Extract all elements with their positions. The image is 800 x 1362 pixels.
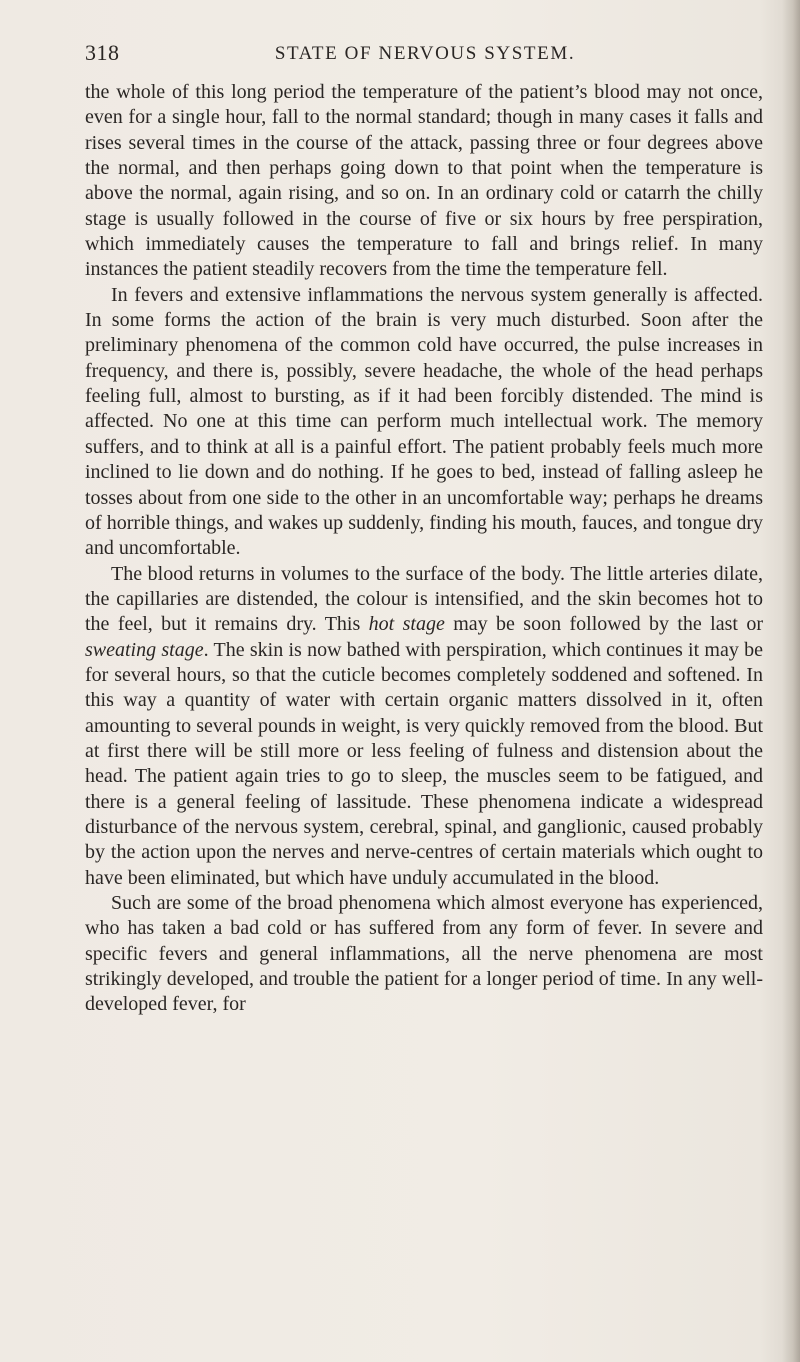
text-segment: may be soon followed by the last or: [444, 613, 763, 636]
body-text: [85, 80, 763, 1018]
page-edge-shadow: [782, 0, 800, 1362]
paragraph-continuation: [85, 80, 763, 283]
text-segment: In fevers and extensive inflammations the nervous system generally is affected. In some forms the action of the brain is very much disturbed. Soon after the preliminary phenomena of the common cold have occurred, the pulse increases in frequency, and there is, possibly, severe headache, the whole of the head perhaps feeling full, almost to bursting, as if it had been forcibly distended. The mind is affected. No one at this time can perform much intellectual work. The memory suffers, and to think at all is a painful effort. The patient probably feels much more inclined to lie down and do nothing. If he goes to bed, instead of falling asleep he tosses about from one side to the other in an uncomfortable way; perhaps he dreams of horrible things, and wakes up suddenly, finding his mouth, fauces, and tongue dry and uncomfortable.: [85, 283, 763, 560]
paragraph-broad-phenomena: [85, 891, 763, 1018]
text-segment: the whole of this long period the temperature of the patient’s blood may not once, even for a single hour, fall to the normal standard; though in many cases it falls and rises several times in the course of the attack, passing three or four degrees above the normal, and then perhaps going down to that point when the temperature is above the normal, again rising, and so on. In an ordinary cold or catarrh the chilly stage is usually followed in the course of five or six hours by free perspiration, which immediately causes the temperature to fall and brings relief. In many instances the patient steadily recovers from the time the temperature fell.: [85, 81, 763, 281]
paragraph-blood-returns: [85, 562, 763, 891]
page-header: [85, 40, 765, 76]
running-head: STATE OF NERVOUS SYSTEM.: [274, 43, 576, 64]
paragraph-fevers: [85, 283, 763, 562]
italic-term-sweating-stage: sweating stage: [85, 638, 204, 661]
text-segment: . The skin is now bathed with perspiration, which continues it may be for several hours, so that the cuticle becomes completely soddened and softened. In this way a quantity of water with certain organic matters dissolved in it, often amounting to several pounds in weight, is very quickly removed from the blood. But at first there will be still more or less feeling of fulness and distension about the head. The patient again tries to go to sleep, the muscles seem to be fatigued, and there is a general feeling of lassitude. These phenomena indicate a widespread disturbance of the nervous system, cerebral, spinal, and ganglionic, caused probably by the action upon the nerves and nerve-centres of certain materials which ought to have been eliminated, but which have unduly accumulated in the blood.: [85, 638, 763, 889]
page-number: 318: [85, 40, 120, 65]
text-segment: Such are some of the broad phenomena which almost everyone has experienced, who has taken a bad cold or has suffered from any form of fever. In severe and specific fevers and general inflammations, all the nerve phenomena are most strikingly developed, and trouble the patient for a longer period of time. In any well-developed fever, for: [85, 892, 763, 1016]
italic-term-hot-stage: hot stage: [368, 613, 445, 636]
text-segment: The blood returns in volumes to the surface of the body. The little arteries dilate, the capillaries are distended, the colour is intensified, and the skin becomes hot to the feel, but it remains dry. This: [85, 562, 763, 636]
